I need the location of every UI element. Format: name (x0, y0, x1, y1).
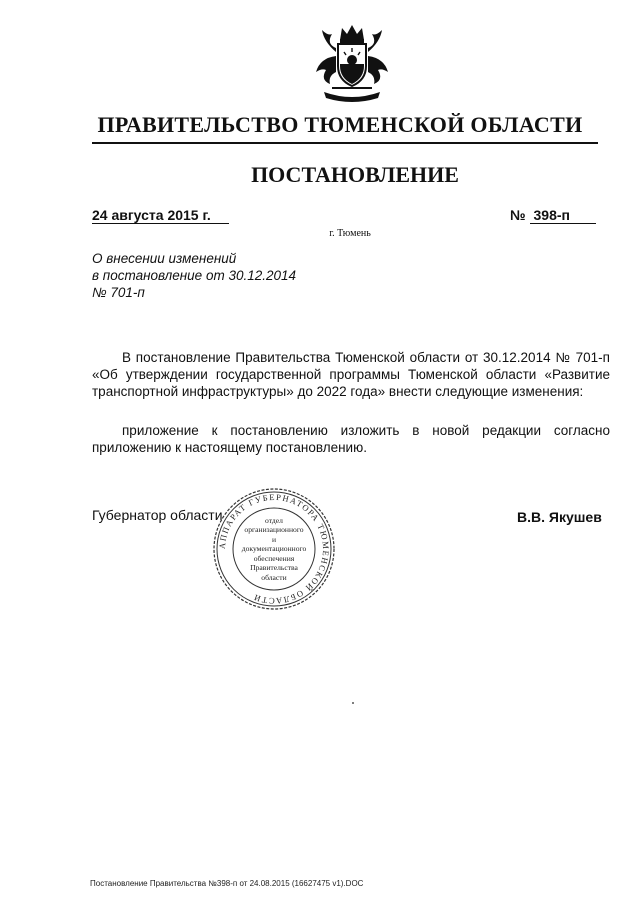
signatory-position: Губернатор области (92, 507, 223, 523)
document-date: 24 августа 2015 г. (92, 207, 229, 224)
number-prefix: № (510, 207, 526, 223)
official-stamp (212, 487, 336, 611)
body-paragraph: приложение к постановлению изложить в новой редакции согласно приложению к настоящему постановлению. (92, 423, 610, 455)
number-value: 398-п (530, 207, 596, 224)
stamp-line: документационного (241, 544, 307, 554)
stamp-line: обеспечения (253, 553, 295, 563)
title-divider (92, 142, 598, 144)
stamp-inner-text (234, 509, 314, 589)
document-city: г. Тюмень (329, 228, 371, 239)
document-type: ПОСТАНОВЛЕНИЕ (251, 162, 459, 187)
subject-line: в постановление от 30.12.2014 (92, 268, 297, 283)
subject-line: О внесении изменений (92, 251, 237, 266)
coat-of-arms-icon (310, 22, 394, 104)
subject-line: № 701-п (92, 285, 145, 300)
stamp-line: организационного (244, 525, 304, 535)
stamp-ring-text: АППАРАТ ГУБЕРНАТОРА ТЮМЕНСКОЙ ОБЛАСТИ (216, 491, 332, 607)
stamp-line: Правительства (250, 563, 298, 573)
scan-speck (352, 702, 354, 704)
document-subject (92, 250, 296, 301)
body-paragraph: В постановление Правительства Тюменской области от 30.12.2014 № 701-п «Об утверждении государственной программы Тюменской области «Развитие транспортной инфраструктуры» до 2022 года» внести следующие изменения: (92, 350, 610, 399)
signatory-name: В.В. Якушев (517, 509, 602, 525)
document-number (510, 207, 596, 223)
stamp-line: и (271, 534, 277, 544)
stamp-line: отдел (265, 515, 283, 525)
stamp-line: области (261, 572, 287, 582)
government-title: ПРАВИТЕЛЬСТВО ТЮМЕНСКОЙ ОБЛАСТИ (97, 112, 583, 137)
file-footer: Постановление Правительства №398-п от 24.08.2015 (16627475 v1).DOC (90, 879, 364, 888)
